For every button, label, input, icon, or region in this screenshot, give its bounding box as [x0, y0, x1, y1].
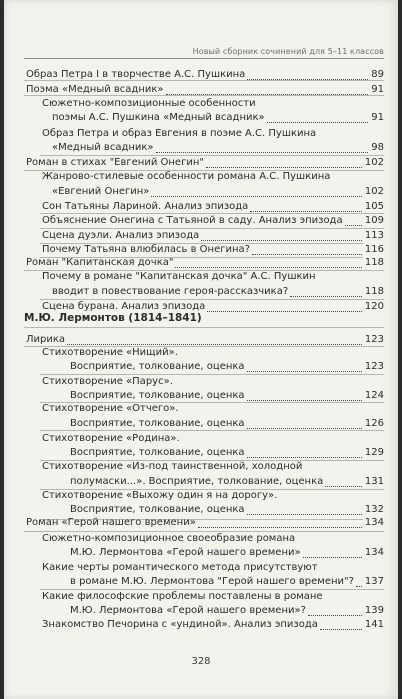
dot-leader	[175, 256, 384, 268]
toc-entry-title: Стихотворение «Нищий».	[42, 347, 178, 358]
toc-entry[interactable]	[4, 561, 398, 575]
toc-entry-title: Сюжетно-композиционные особенности	[42, 98, 256, 109]
toc-page-number: 141	[364, 619, 384, 630]
toc-page-number: 134	[364, 517, 384, 528]
toc-entry-title: Почему в романе "Капитанская дочка" А.С. Пушкин	[42, 271, 316, 282]
dot-leader	[156, 141, 384, 153]
toc-entry-continuation[interactable]	[4, 185, 398, 199]
toc-entry-continuation[interactable]	[4, 417, 398, 431]
toc-page-number: 118	[364, 286, 384, 297]
dot-leader	[207, 300, 384, 312]
toc-entry[interactable]	[4, 97, 398, 111]
toc-entry[interactable]	[4, 156, 398, 170]
toc-entry-continuation[interactable]	[4, 389, 398, 403]
toc-entry[interactable]	[4, 229, 398, 243]
toc-entry-title: Почему Татьяна влюбилась в Онегина?	[42, 244, 250, 255]
toc-page-number: 102	[364, 157, 384, 168]
toc-page-number: 129	[364, 447, 384, 458]
toc-entry[interactable]	[4, 333, 398, 347]
dot-leader	[198, 516, 384, 528]
dot-leader	[247, 68, 384, 80]
entry-rule	[24, 80, 384, 81]
page-number: 328	[191, 656, 211, 667]
toc-entry-title: Образ Петра и образ Евгения в поэме А.С. Пушкина	[42, 128, 317, 139]
toc-page-number: 139	[364, 605, 384, 616]
toc-page-number: 124	[364, 390, 384, 401]
toc-entry-continuation[interactable]	[4, 575, 398, 589]
toc-entry-title: Стихотворение «Выхожу один я на дорогу».	[42, 490, 278, 501]
toc-entry-title-continued: Восприятие, толкование, оценка	[70, 390, 245, 401]
toc-entry[interactable]	[4, 489, 398, 503]
toc-entry-title: Знакомство Печорина с «ундиной». Анализ эпизода	[42, 619, 318, 630]
toc-entry-continuation[interactable]	[4, 446, 398, 460]
toc-page-number: 132	[364, 504, 384, 515]
toc-entry-title-continued: полумаски...». Восприятие, толкование, оценка	[70, 476, 324, 487]
toc-page-number: 116	[364, 244, 384, 255]
dot-leader	[166, 83, 384, 95]
entry-rule	[40, 430, 384, 431]
toc-entry-title: Роман в стихах "Евгений Онегин"	[26, 157, 204, 168]
toc-entry-continuation[interactable]	[4, 475, 398, 489]
dot-leader	[206, 156, 384, 168]
toc-entry[interactable]	[4, 532, 398, 546]
toc-entry-continuation[interactable]	[4, 546, 398, 560]
toc-entry[interactable]	[4, 200, 398, 214]
toc-page-number: 113	[364, 230, 384, 241]
toc-page-number: 98	[371, 142, 384, 153]
toc-page-number: 109	[364, 215, 384, 226]
toc-entry[interactable]	[4, 375, 398, 389]
toc-entry-title: Образ Петра I в творчестве А.С. Пушкина	[26, 69, 246, 80]
toc-entry[interactable]	[4, 516, 398, 530]
toc-entry-title: Поэма «Медный всадник»	[26, 84, 164, 95]
toc-entry[interactable]	[4, 270, 398, 284]
dot-leader	[201, 229, 384, 241]
toc-entry[interactable]	[4, 256, 398, 270]
toc-page-number: 91	[371, 112, 384, 123]
toc-entry-continuation[interactable]	[4, 111, 398, 125]
toc-page-number: 120	[364, 301, 384, 312]
toc-entry-title-continued: «Евгений Онегин»	[52, 186, 150, 197]
toc-entry-title-continued: поэмы А.С. Пушкина «Медный всадник»	[52, 112, 265, 123]
toc-entry-title: Какие черты романтического метода присутствуют	[42, 562, 318, 573]
toc-entry-title-continued: Восприятие, толкование, оценка	[70, 504, 245, 515]
dot-leader	[67, 333, 384, 345]
toc-page-number: 131	[364, 476, 384, 487]
toc-entry-title: Сцена дуэли. Анализ эпизода	[42, 230, 200, 241]
toc-page-number: 134	[364, 547, 384, 558]
toc-entry-title: Роман "Капитанская дочка"	[26, 257, 174, 268]
toc-entry[interactable]	[4, 402, 398, 416]
toc-entry[interactable]	[4, 432, 398, 446]
toc-entry-title: Роман «Герой нашего времени»	[26, 517, 196, 528]
section-rule	[24, 327, 384, 328]
dot-leader	[267, 111, 384, 123]
toc-entry-continuation[interactable]	[4, 604, 398, 618]
toc-page-number: 118	[364, 257, 384, 268]
book-page	[4, 0, 398, 699]
toc-entry-title-continued: вводит в повествование героя-рассказчика?	[52, 286, 289, 297]
toc-entry[interactable]	[4, 170, 398, 184]
toc-page-number: 126	[364, 418, 384, 429]
toc-entry-title: Объяснение Онегина с Татьяной в саду. Анализ эпизода	[42, 215, 343, 226]
toc-entry-title: Какие философские проблемы поставлены в романе	[42, 591, 323, 602]
toc-entry-title-continued: «Медный всадник»	[52, 142, 154, 153]
toc-page-number: 105	[364, 201, 384, 212]
toc-entry-title: Стихотворение «Из-под таинственной, холодной	[42, 461, 303, 472]
toc-entry[interactable]	[4, 127, 398, 141]
toc-entry-continuation[interactable]	[4, 141, 398, 155]
section-heading: М.Ю. Лермонтов (1814–1841)	[24, 312, 202, 324]
toc-page-number: 91	[371, 84, 384, 95]
toc-entry-title: Лирика	[26, 334, 66, 345]
toc-entry-title-continued: М.Ю. Лермонтова «Герой нашего времени»?	[70, 605, 306, 616]
toc-entry-title-continued: Восприятие, толкование, оценка	[70, 361, 245, 372]
toc-entry-continuation[interactable]	[4, 360, 398, 374]
toc-entry-title-continued: в романе М.Ю. Лермонтова "Герой нашего времени"?	[70, 576, 354, 587]
toc-page-number: 137	[364, 576, 384, 587]
toc-entry-title: Стихотворение «Парус».	[42, 376, 173, 387]
running-header: Новый сборник сочинений для 5–11 классов	[192, 47, 384, 56]
toc-entry[interactable]	[4, 590, 398, 604]
toc-page-number: 102	[364, 186, 384, 197]
toc-entry-title: Жанрово-стилевые особенности романа А.С. Пушкина	[42, 171, 331, 182]
toc-entry-title: Сюжетно-композиционное своеобразие романа	[42, 533, 296, 544]
toc-entry-title: Сцена бурана. Анализ эпизода	[42, 301, 206, 312]
toc-entry[interactable]	[4, 460, 398, 474]
toc-entry-title: Стихотворение «Отчего».	[42, 403, 179, 414]
toc-entry-title: Сон Татьяны Лариной. Анализ эпизода	[42, 201, 249, 212]
toc-page-number: 89	[371, 69, 384, 80]
toc-entry-title: Стихотворение «Родина».	[42, 433, 180, 444]
toc-entry[interactable]	[4, 214, 398, 228]
toc-page-number: 123	[364, 361, 384, 372]
toc-entry-title-continued: М.Ю. Лермонтова «Герой нашего времени»	[70, 547, 301, 558]
toc-entry[interactable]	[4, 618, 398, 632]
toc-entry-title-continued: Восприятие, толкование, оценка	[70, 447, 245, 458]
dot-leader	[151, 185, 384, 197]
toc-entry-continuation[interactable]	[4, 503, 398, 517]
toc-entry-title-continued: Восприятие, толкование, оценка	[70, 418, 245, 429]
toc-entry[interactable]	[4, 243, 398, 257]
toc-entry[interactable]	[4, 346, 398, 360]
entry-rule	[24, 95, 384, 96]
toc-page-number: 123	[364, 334, 384, 345]
toc-entry-continuation[interactable]	[4, 285, 398, 299]
header-rule	[24, 58, 384, 59]
